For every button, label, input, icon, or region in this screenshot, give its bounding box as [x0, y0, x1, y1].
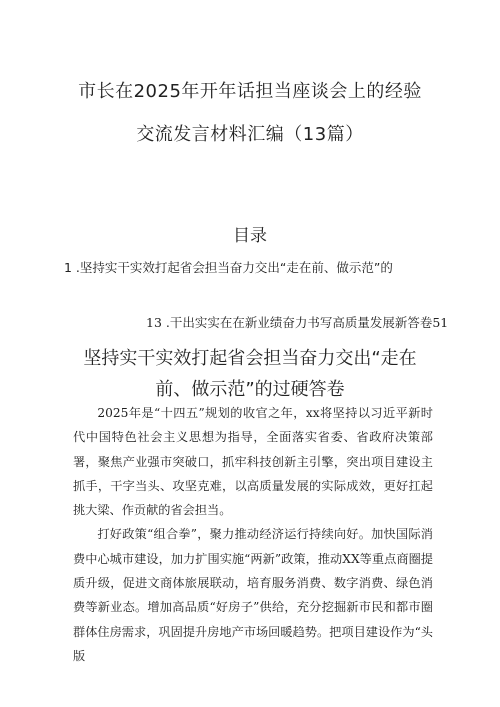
document-title-line-2: 交流发言材料汇编（13篇）	[136, 124, 364, 145]
body-paragraph-1: 2025年是“十四五”规划的收官之年，xx将坚持以习近平新时代中国特色社会主义思想为指导，全面落实省委、省政府决策部署，聚焦产业强市突破口，抓牢科技创新主引擎，突出项目建设主抓手，干字当头、攻坚克难，以高质量发展的实际成效，更好扛起挑大梁、作贡献的省会担当。	[73, 406, 433, 518]
section-title-line-1: 坚持实干实效打起省会担当奋力交出“走在	[83, 348, 417, 369]
section-body	[73, 401, 433, 668]
toc-item-13[interactable]: 13 .干出实实在在新业绩奋力书写高质量发展新答卷51	[146, 315, 449, 330]
section-title-line-2: 前、做示范”的过硬答卷	[155, 379, 345, 400]
body-paragraph-2: 打好政策“组合拳”，聚力推动经济运行持续向好。加快国际消费中心城市建设，加力扩围实施“两新”政策，推动XX等重点商圈提质升级，促进文商体旅展联动，培育服务消费、数字消费、绿色消费等新业态。增加高品质“好房子”供给，充分挖掘新市民和都市圈群体住房需求，巩固提升房地产市场回暖趋势。把项目建设作为“头版	[73, 527, 433, 663]
toc-heading: 目录	[233, 226, 267, 246]
toc-item-1[interactable]: 1 .坚持实干实效打起省会担当奋力交出“走在前、做示范”的	[64, 260, 393, 275]
document-title-line-1: 市长在2025年开年话担当座谈会上的经验	[78, 81, 422, 102]
